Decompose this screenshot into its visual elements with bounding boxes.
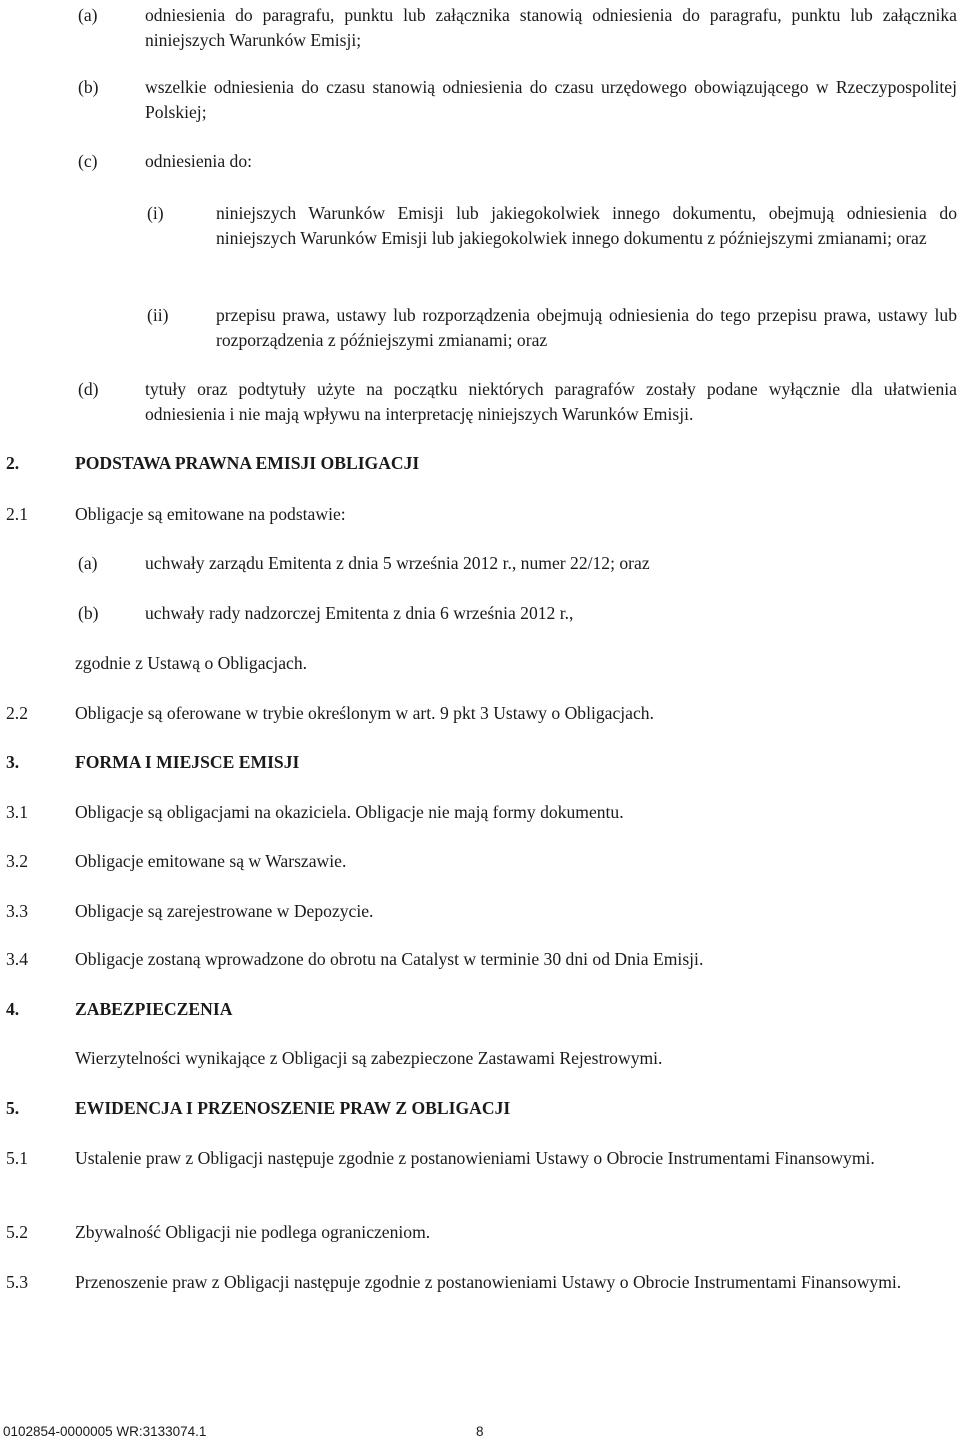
para-3-3-number: 3.3 (6, 901, 28, 921)
list-label-d: (d) (78, 379, 99, 399)
sublist-label-i: (i) (147, 203, 164, 223)
para-3-1-text: Obligacje są obligacjami na okaziciela. Obligacje nie mają formy dokumentu. (75, 802, 624, 822)
list-label-c: (c) (78, 151, 98, 171)
list-label-a: (a) (78, 5, 98, 25)
para-5-3-number: 5.3 (6, 1272, 28, 1292)
para-3-4-number: 3.4 (6, 949, 28, 969)
para-2-2-text: Obligacje są oferowane w trybie określonym w art. 9 pkt 3 Ustawy o Obligacjach. (75, 703, 654, 723)
para-2-1-label-a: (a) (78, 553, 98, 573)
section-2-number: 2. (6, 453, 20, 473)
section-4-text: Wierzytelności wynikające z Obligacji są zabezpieczone Zastawami Rejestrowymi. (75, 1048, 663, 1068)
section-3-title: FORMA I MIEJSCE EMISJI (75, 752, 300, 772)
section-2-title: PODSTAWA PRAWNA EMISJI OBLIGACJI (75, 453, 420, 473)
para-2-1-item-a: uchwały zarządu Emitenta z dnia 5 września 2012 r., numer 22/12; oraz (145, 553, 650, 573)
list-item-d-text: tytuły oraz podtytuły użyte na początku niektórych paragrafów zostały podane wyłącznie dla ułatwienia odniesienia i nie mają wpływu na interpretację niniejszych Warunków Emisji. (145, 379, 957, 424)
section-4-title: ZABEZPIECZENIA (75, 999, 233, 1019)
section-3-number: 3. (6, 752, 20, 772)
para-5-2-number: 5.2 (6, 1222, 28, 1242)
para-2-1-label-b: (b) (78, 603, 99, 623)
para-3-2-number: 3.2 (6, 851, 28, 871)
section-5-title: EWIDENCJA I PRZENOSZENIE PRAW Z OBLIGACJI (75, 1098, 511, 1118)
para-2-1-closing: zgodnie z Ustawą o Obligacjach. (75, 653, 308, 673)
section-4-number: 4. (6, 999, 20, 1019)
para-3-1-number: 3.1 (6, 802, 28, 822)
para-3-3-text: Obligacje są zarejestrowane w Depozycie. (75, 901, 374, 921)
para-2-1-number: 2.1 (6, 504, 28, 524)
para-2-1-item-b: uchwały rady nadzorczej Emitenta z dnia 6 września 2012 r., (145, 603, 574, 623)
sublist-item-i-text: niniejszych Warunków Emisji lub jakiegokolwiek innego dokumentu, obejmują odniesienia do niniejszych Warunków Emisji lub jakiegokolwiek innego dokumentu z późniejszymi zmianami; oraz (216, 203, 957, 248)
sublist-item-ii-text: przepisu prawa, ustawy lub rozporządzenia obejmują odniesienia do tego przepisu prawa, ustawy lub rozporządzenia z późniejszymi zmianami; oraz (216, 305, 957, 350)
para-2-1-text: Obligacje są emitowane na podstawie: (75, 504, 346, 524)
page-number: 8 (476, 1424, 484, 1439)
section-5-number: 5. (6, 1098, 20, 1118)
para-5-2-text: Zbywalność Obligacji nie podlega ograniczeniom. (75, 1222, 431, 1242)
para-3-4-text: Obligacje zostaną wprowadzone do obrotu na Catalyst w terminie 30 dni od Dnia Emisji. (75, 949, 704, 969)
list-item-c-text: odniesienia do: (145, 151, 253, 171)
list-item-a-text: odniesienia do paragrafu, punktu lub załącznika stanowią odniesienia do paragrafu, punktu lub załącznika niniejszych Warunków Emisji; (145, 5, 957, 50)
para-5-1-number: 5.1 (6, 1148, 28, 1168)
sublist-label-ii: (ii) (147, 305, 169, 325)
para-5-1-text: Ustalenie praw z Obligacji następuje zgodnie z postanowieniami Ustawy o Obrocie Instrumentami Finansowymi. (75, 1148, 875, 1168)
list-item-b-text: wszelkie odniesienia do czasu stanowią odniesienia do czasu urzędowego obowiązującego w Rzeczypospolitej Polskiej; (145, 77, 957, 122)
para-5-3-text: Przenoszenie praw z Obligacji następuje zgodnie z postanowieniami Ustawy o Obrocie Instrumentami Finansowymi. (75, 1272, 902, 1292)
list-label-b: (b) (78, 77, 99, 97)
footer-doc-id: 0102854-0000005 WR:3133074.1 (3, 1424, 207, 1439)
para-3-2-text: Obligacje emitowane są w Warszawie. (75, 851, 347, 871)
para-2-2-number: 2.2 (6, 703, 28, 723)
